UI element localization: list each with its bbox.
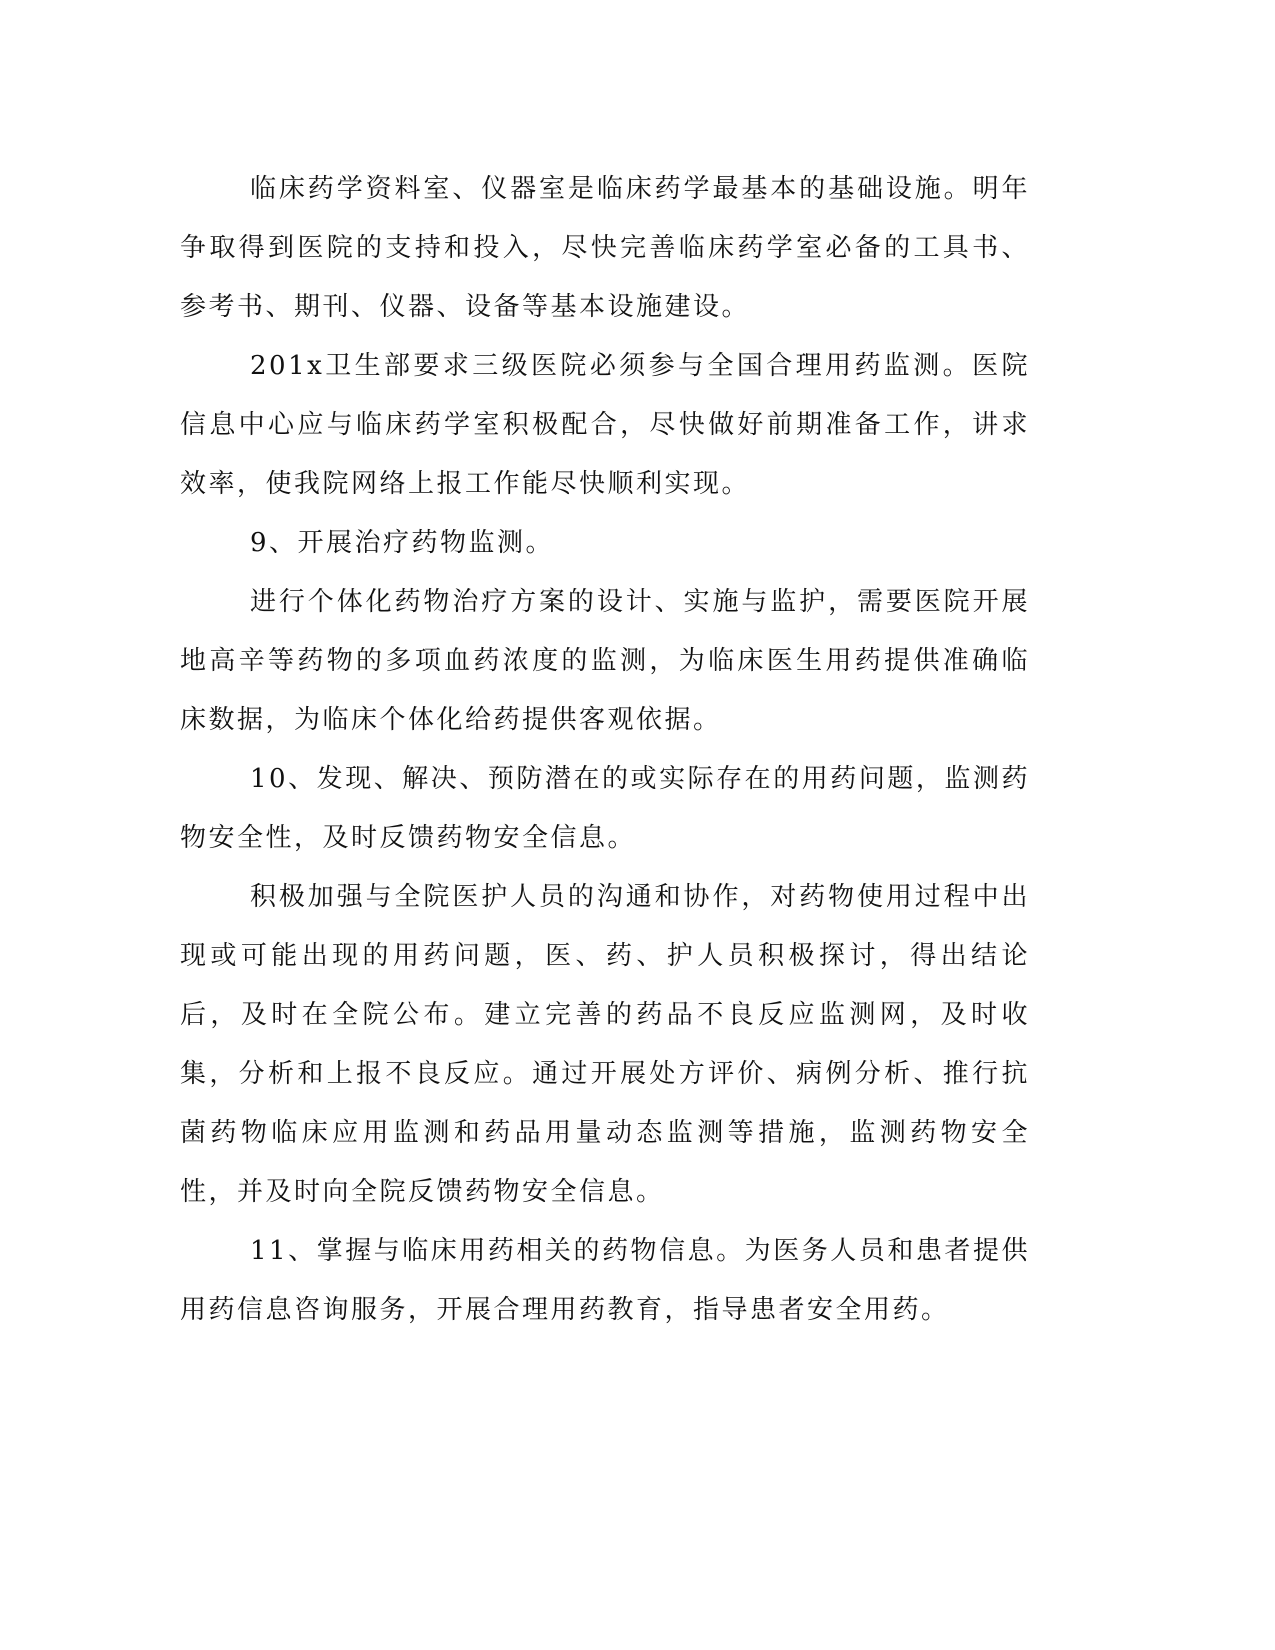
paragraph-individualized-therapy: 进行个体化药物治疗方案的设计、实施与监护，需要医院开展地高辛等药物的多项血药浓度的监测，为临床医生用药提供准确临床数据，为临床个体化给药提供客观依据。: [180, 587, 1030, 735]
paragraph-rational-drug-monitoring: 201x卫生部要求三级医院必须参与全国合理用药监测。医院信息中心应与临床药学室积极配合，尽快做好前期准备工作，讲求效率，使我院网络上报工作能尽快顺利实现。: [180, 351, 1030, 499]
paragraph-drug-safety: 积极加强与全院医护人员的沟通和协作，对药物使用过程中出现或可能出现的用药问题，医、药、护人员积极探讨，得出结论后，及时在全院公布。建立完善的药品不良反应监测网，及时收集，分析和上报不良反应。通过开展处方评价、病例分析、推行抗菌药物临床应用监测和药品用量动态监测等措施，监测药物安全性，并及时向全院反馈药物安全信息。: [180, 882, 1030, 1207]
heading-item-9: 9、开展治疗药物监测。: [250, 528, 555, 558]
heading-item-10: 10、发现、解决、预防潜在的或实际存在的用药问题，监测药物安全性，及时反馈药物安全信息。: [180, 764, 1030, 853]
paragraph-lab-facilities: 临床药学资料室、仪器室是临床药学最基本的基础设施。明年争取得到医院的支持和投入，尽快完善临床药学室必备的工具书、参考书、期刊、仪器、设备等基本设施建设。: [180, 174, 1030, 322]
heading-item-11: 11、掌握与临床用药相关的药物信息。为医务人员和患者提供用药信息咨询服务，开展合理用药教育，指导患者安全用药。: [180, 1236, 1030, 1325]
document-body: [180, 160, 1030, 1340]
